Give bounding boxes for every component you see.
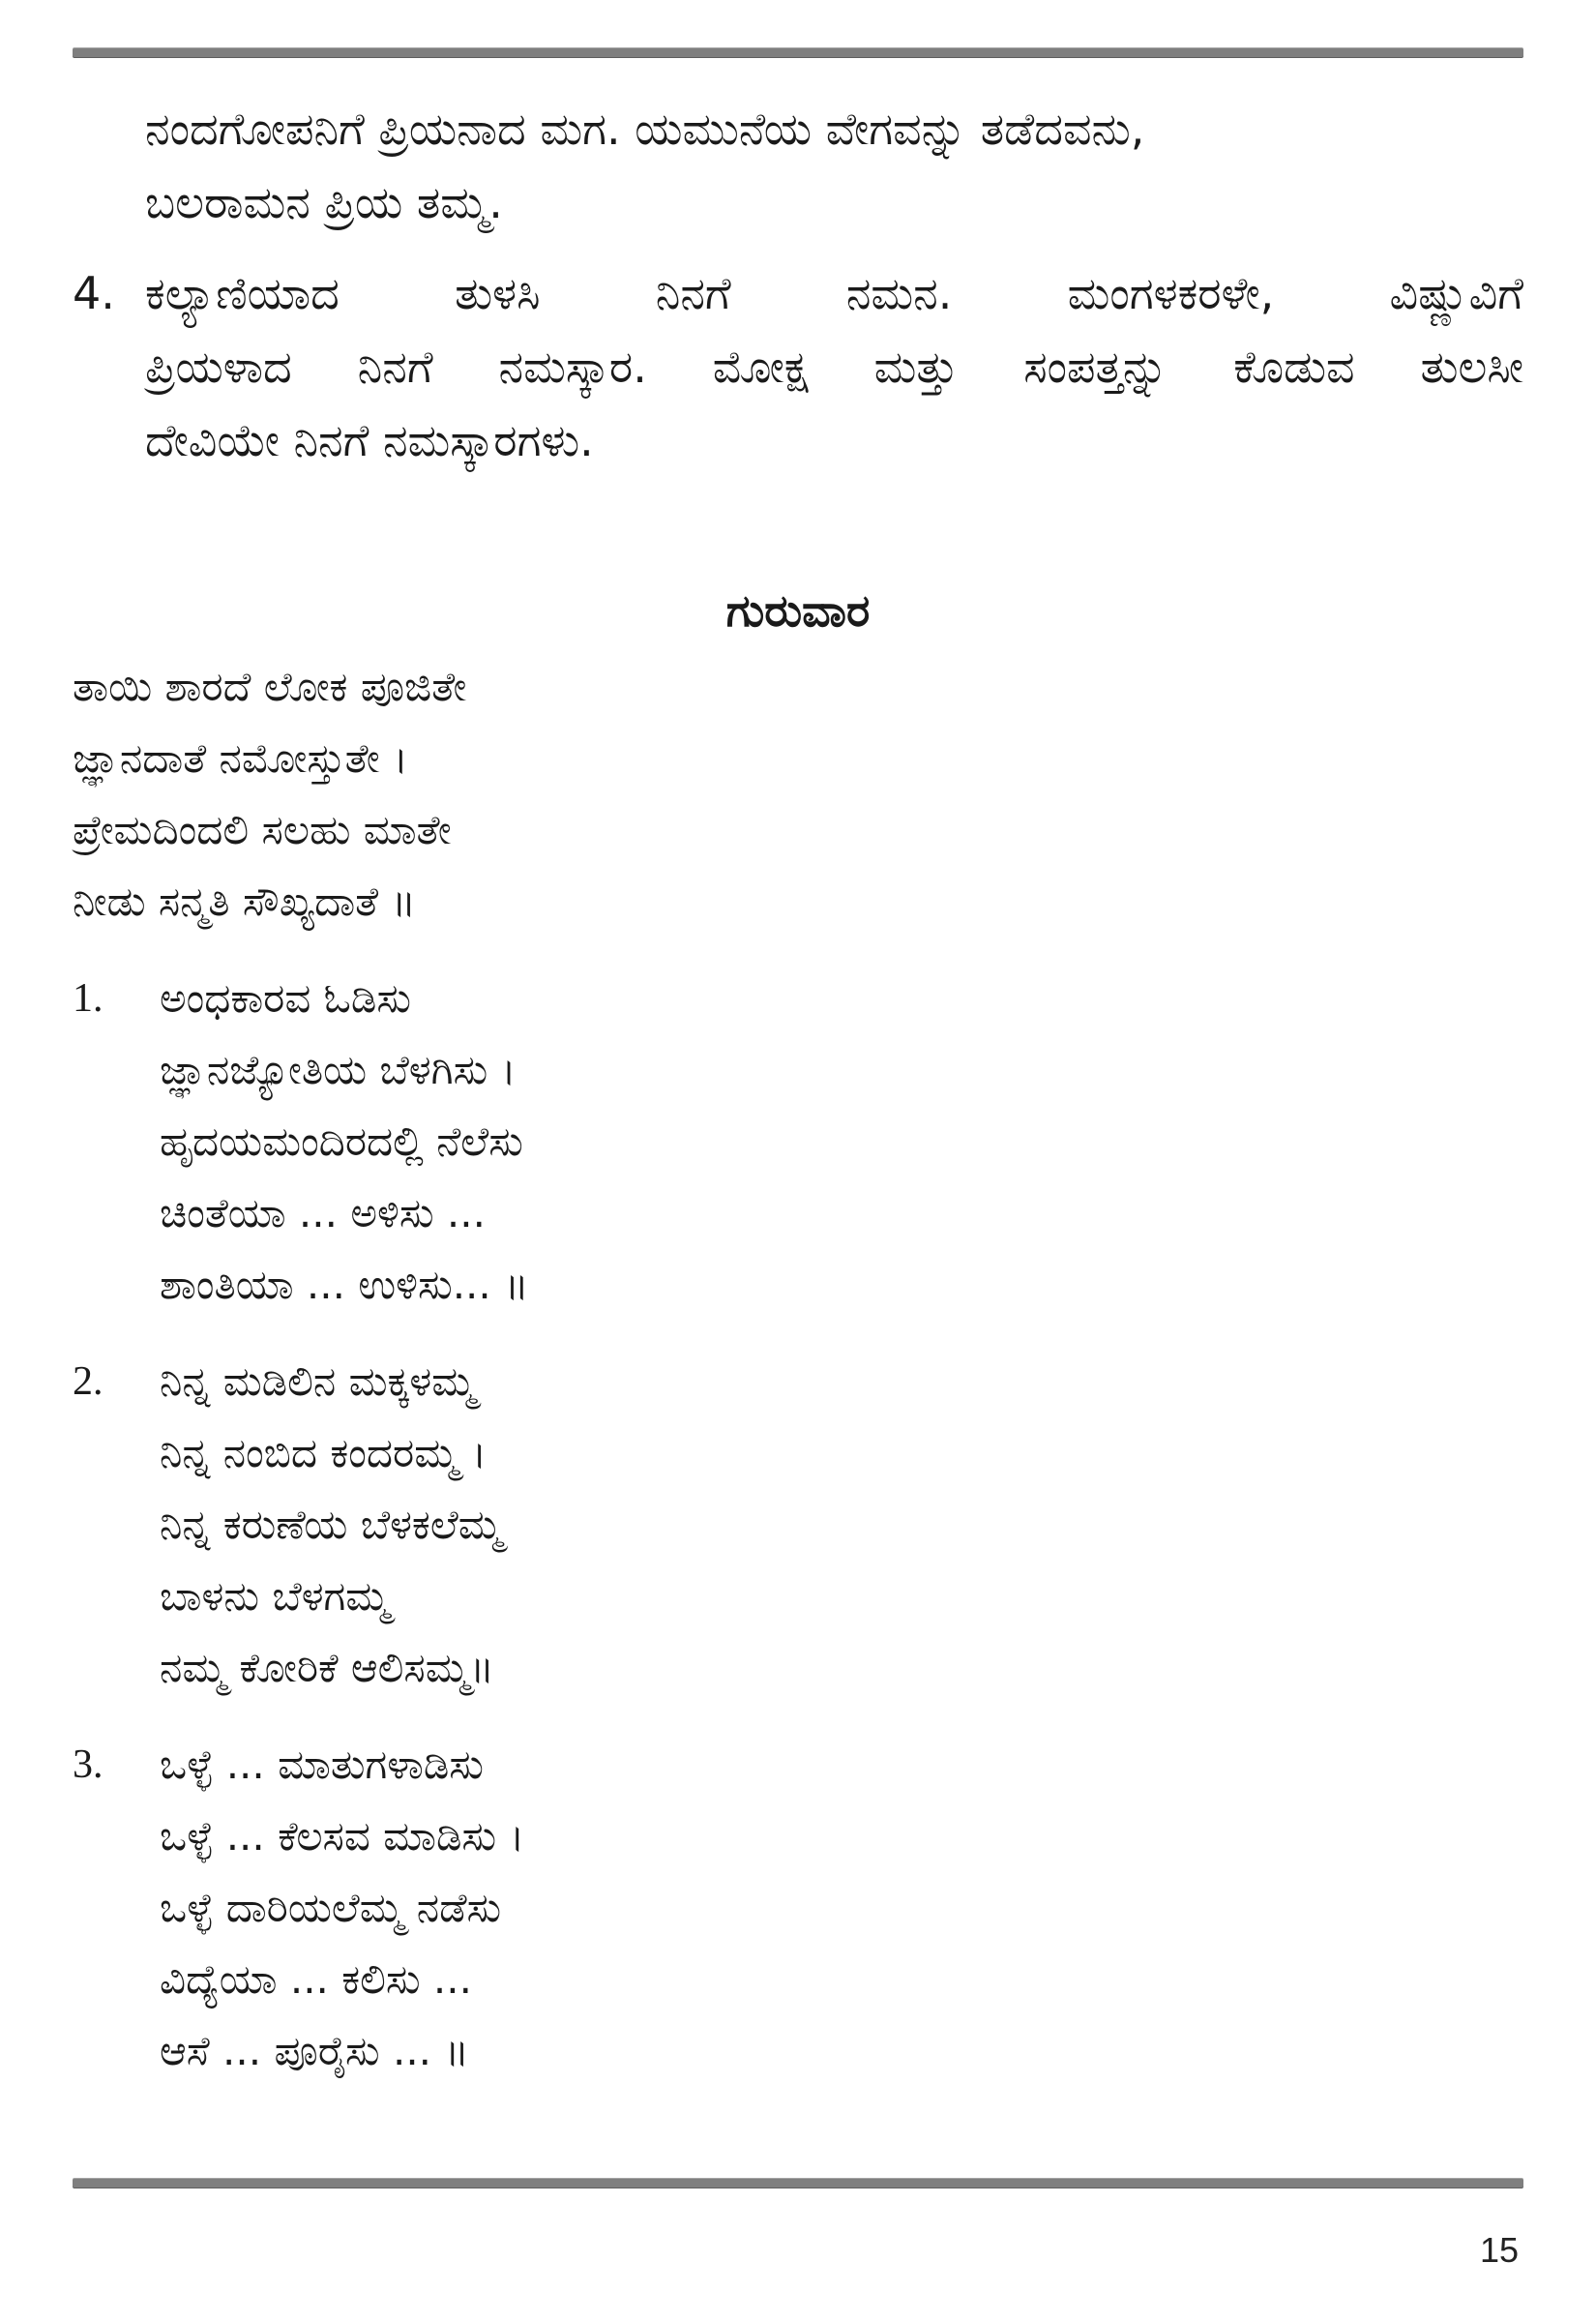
stanza-line: ಆಸೆ ... ಪೂರೈಸು ... ॥ <box>160 2027 469 2074</box>
stanza-line: ನಮ್ಮ ಕೋರಿಕೆ ಆಲಿಸಮ್ಮ॥ <box>160 1644 494 1691</box>
page-content <box>73 92 1523 2087</box>
stanza-number: 1. <box>73 976 103 1021</box>
bottom-rule <box>73 2179 1523 2188</box>
stanza-line: ನಿನ್ನ ಕರುಣೆಯ ಬೆಳಕಲೆಮ್ಮ <box>160 1501 503 1548</box>
stanza-3 <box>73 1729 1523 2087</box>
stanza-line: ಒಳ್ಳೆ ದಾರಿಯಲೆಮ್ಮ ನಡೆಸು <box>160 1884 502 1931</box>
item-4-line: ಪ್ರಿಯಳಾದ ನಿನಗೆ ನಮಸ್ಕಾರ. ಮೋಕ್ಷ ಮತ್ತು ಸಂಪತ್ತನ್ನು ಕೊಡುವ ತುಲಸೀ <box>145 341 1523 393</box>
stanza-line: ಜ್ಞಾನಜ್ಯೋತಿಯ ಬೆಳಗಿಸು । <box>160 1046 517 1093</box>
stanza-line: ಒಳ್ಳೆ ... ಕೆಲಸವ ಮಾಡಿಸು । <box>160 1812 525 1860</box>
stanza-2 <box>73 1346 1523 1704</box>
stanza-line: ಹೃದಯಮಂದಿರದಲ್ಲಿ ನೆಲೆಸು <box>160 1117 523 1165</box>
page-number: 15 <box>1480 2230 1520 2270</box>
stanza-line: ನಿನ್ನ ಮಡಿಲಿನ ಮಕ್ಕಳಮ್ಮ <box>160 1357 476 1405</box>
stanza-number: 3. <box>73 1742 103 1787</box>
chorus <box>73 651 1523 938</box>
item-4-number: 4. <box>73 267 115 319</box>
stanza-number: 2. <box>73 1359 103 1404</box>
stanza-1 <box>73 963 1523 1321</box>
intro-paragraph <box>73 92 1523 239</box>
intro-line: ನಂದಗೋಪನಿಗೆ ಪ್ರಿಯನಾದ ಮಗ. ಯಮುನೆಯ ವೇಗವನ್ನು ತಡೆದವನು, <box>145 103 1145 155</box>
item-4-line: ದೇವಿಯೇ ನಿನಗೆ ನಮಸ್ಕಾರಗಳು. <box>145 414 594 466</box>
section-heading: ಗುರುವಾರ <box>725 584 871 637</box>
top-rule <box>73 48 1523 57</box>
stanza-line: ಒಳ್ಳೆ ... ಮಾತುಗಳಾಡಿಸು <box>160 1741 484 1788</box>
intro-line: ಬಲರಾಮನ ಪ್ರಿಯ ತಮ್ಮ. <box>145 176 503 228</box>
stanza-line: ಅಂಧಕಾರವ ಓಡಿಸು <box>160 974 412 1022</box>
chorus-line: ತಾಯಿ ಶಾರದೆ ಲೋಕ ಪೂಜಿತೇ <box>73 663 467 710</box>
stanza-line: ನಿನ್ನ ನಂಬಿದ ಕಂದರಮ್ಮ । <box>160 1429 488 1476</box>
chorus-line: ಜ್ಞಾನದಾತೆ ನಮೋಸ್ತುತೇ । <box>73 734 408 782</box>
item-4-line: ಕಲ್ಯಾಣಿಯಾದ ತುಳಸಿ ನಿನಗೆ ನಮನ. ಮಂಗಳಕರಳೇ, ವಿಷ್ಣುವಿಗೆ <box>145 267 1523 319</box>
stanza-line: ಚಿಂತೆಯಾ ... ಅಳಿಸು ... <box>160 1189 486 1236</box>
stanza-line: ಶಾಂತಿಯಾ ... ಉಳಿಸು... ॥ <box>160 1261 529 1308</box>
stanza-line: ವಿದ್ಯೆಯಾ ... ಕಲಿಸು ... <box>160 1955 472 2003</box>
stanza-line: ಬಾಳನು ಬೆಳಗಮ್ಮ <box>160 1572 390 1620</box>
chorus-line: ನೀಡು ಸನ್ಮತಿ ಸೌಖ್ಯದಾತೆ ॥ <box>73 878 417 925</box>
chorus-line: ಪ್ರೇಮದಿಂದಲಿ ಸಲಹು ಮಾತೇ <box>73 806 452 853</box>
item-4-paragraph <box>73 256 1523 477</box>
